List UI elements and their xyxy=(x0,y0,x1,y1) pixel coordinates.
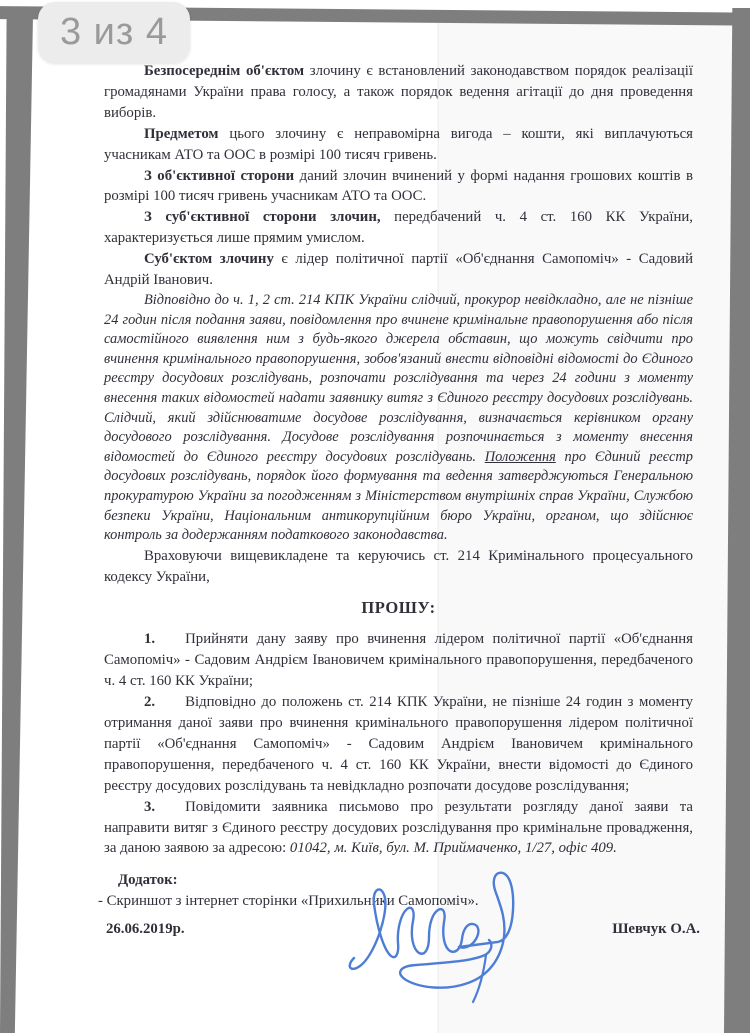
item-text: Повідомити заявника письмово про результати розгляду даної заяви та направити витяг з Єдиного реєстру досудових розслідування про кримінальне провадження, за даною заявою за адресою: xyxy=(104,798,693,857)
paragraph-text: злочину є встановлений законодавством порядок реалізації громадянами України права голосу, а також порядок ведення агітації до дня проведення виборів. xyxy=(104,63,694,121)
citation-underlined-word: Положення xyxy=(484,448,556,465)
item-text: Прийняти дану заяву про вчинення лідером політичної партії «Об'єднання Самопоміч» - Садовим Андрієм Івановичем кримінального правопорушення, передбаченого ч. 4 ст. 160 КК України; xyxy=(104,631,693,690)
item-text: Відповідно до положень ст. 214 КПК України, не пізніше 24 годин з моменту отримання даної заяви про вчинення кримінального правопорушення лідером політичної партії «Об'єднання Самопоміч» - Садовим Андрієм Івановичем кримінального правопорушення, передбаченого ч. 4 ст. 160 КК України, внести відомості до Єдиного реєстру досудових розслідувань та невідкладно розпочати досудове розслідування; xyxy=(104,694,693,794)
paragraph-text: Враховуючи вищевикладене та керуючись ст. 214 Кримінального процесуального кодексу України, xyxy=(104,547,693,585)
attachment-item: - Скриншот з інтернет сторінки «Прихильники Самопоміч». xyxy=(98,893,479,910)
paragraph-lead: Безпосереднім об'єктом xyxy=(144,63,305,79)
paragraph-lead: Суб'єктом злочину xyxy=(144,251,274,268)
paragraph-subjective-side xyxy=(104,207,693,249)
page-indicator: 3 из 4 xyxy=(38,2,190,63)
item-number: 1. xyxy=(144,631,156,648)
paragraph-subject-matter xyxy=(104,124,693,166)
paragraph-text: передбачений ч. 4 ст. 160 КК України, характеризується лише прямим умислом. xyxy=(104,209,693,247)
paragraph-lead: З об'єктивної сторони xyxy=(144,167,295,184)
signer-name: Шевчук О.А. xyxy=(612,921,700,937)
viewer-frame-left xyxy=(0,15,33,1033)
paragraph-lead: З суб'єктивної сторони злочин, xyxy=(144,209,381,226)
paragraph-text: є лідер політичної партії «Об'єднання Самопоміч» - Садовий Андрій Іванович. xyxy=(104,251,693,289)
request-heading: ПРОШУ: xyxy=(361,597,436,617)
item-number: 2. xyxy=(144,694,156,711)
item-number: 3. xyxy=(144,798,156,815)
request-item-3 xyxy=(104,797,693,860)
citation-text: Відповідно до ч. 1, 2 ст. 214 КПК України слідчий, прокурор невідкладно, але не пізніше 24 годин після подання заяви, повідомлення про вчинене кримінальне правопорушення або після самостійного виявлення ним з будь-якого джерела обставин, що можуть свідчити про вчинення кримінального правопорушення, зобов'язаний внести відповідні відомості до Єдиного реєстру досудових розслідувань, розпочати розслідування та через 24 години з моменту внесення таких відомостей надати заявнику витяг з Єдиного реєстру досудових розслідувань. Слідчий, який здійснюватиме досудове розслідування, визначається керівником органу досудового розслідування. Досудове розслідування розпочинається з моменту внесення відомостей до Єдиного реєстру досудових розслідувань. xyxy=(104,291,693,465)
paragraph-lead: Предметом xyxy=(144,125,219,142)
paragraph-legal-citation xyxy=(104,291,693,546)
attachment-label: Додаток: xyxy=(118,872,178,889)
paragraph-text: цього злочину є неправомірна вигода – кошти, які виплачуються учасникам АТО та ООС в розмірі 100 тисяч гривень. xyxy=(104,125,693,163)
paragraph-objective-side xyxy=(104,166,693,208)
paragraph-closing xyxy=(104,546,693,588)
handwritten-signature-icon xyxy=(340,858,530,1028)
paragraph-text: даний злочин вчинений у формі надання грошових коштів в розмірі 100 тисяч гривень учасникам АТО та ООС. xyxy=(104,167,694,205)
paragraph-direct-object xyxy=(104,61,693,124)
paragraph-perpetrator xyxy=(104,249,693,291)
citation-text: про Єдиний реєстр досудових розслідувань, порядок його формування та ведення затверджуються Генеральною прокуратурою України за погодженням з Міністерством внутрішніх справ України, Службою безпеки України, Національним антикорупційним бюро України, органом, що здійснює контроль за додержанням податкового законодавства. xyxy=(104,448,693,544)
document-date: 26.06.2019р. xyxy=(106,921,185,937)
document-page xyxy=(98,61,694,912)
request-item-1 xyxy=(104,629,693,692)
request-item-2 xyxy=(104,692,693,797)
item-address: 01042, м. Київ, бул. М. Приймаченко, 1/27, офіс 409. xyxy=(289,840,617,857)
